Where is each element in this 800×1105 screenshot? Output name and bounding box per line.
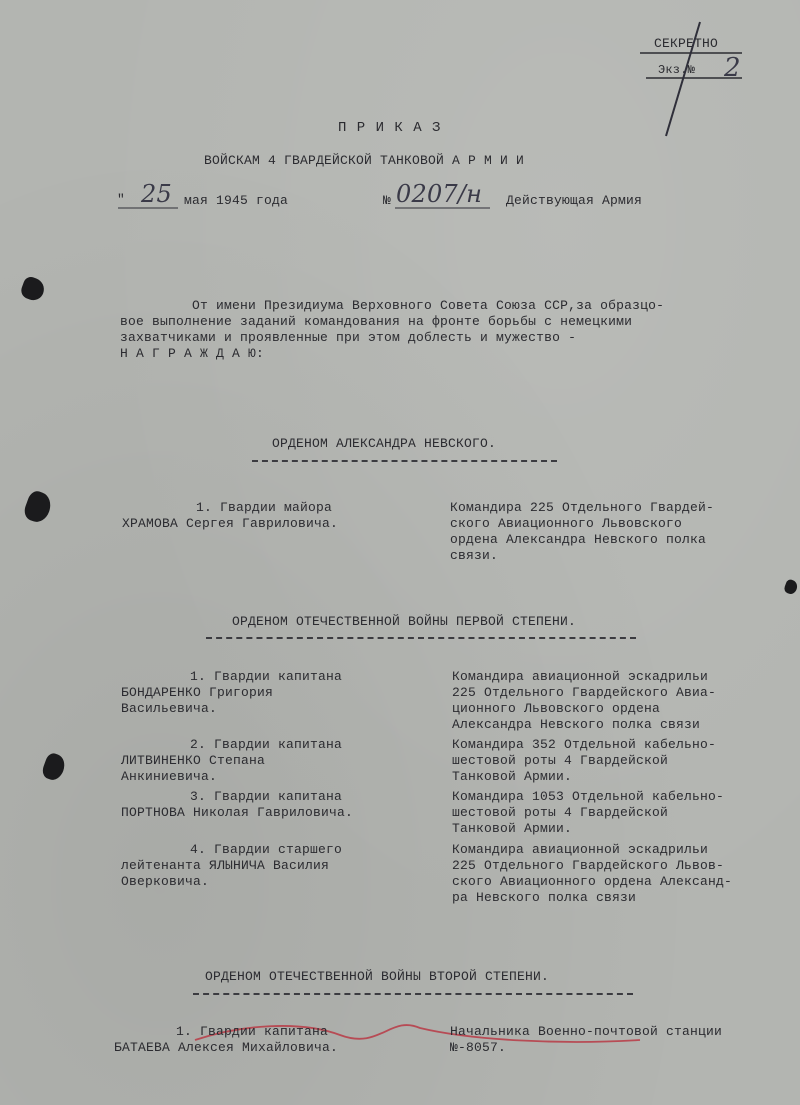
preamble-line-2: вое выполнение заданий командования на фронте борьбы с немецкими [120,314,633,329]
award-position-line: Начальника Военно-почтовой станции [450,1024,723,1039]
date-text: мая 1945 года [184,193,289,208]
award-position-line: ра Невского полка связи [452,890,637,905]
award-name-line: ПОРТНОВА Николая Гавриловича. [121,805,354,820]
award-position-line: ского Авиационного ордена Александ- [452,874,733,889]
award-position-line: связи. [450,548,499,563]
award-name-line: Оверковича. [121,874,210,889]
section-heading: ОРДЕНОМ ОТЕЧЕСТВЕННОЙ ВОЙНЫ ВТОРОЙ СТЕПЕНИ. [205,969,550,984]
award-position-line: 225 Отдельного Гвардейского Авиа- [452,685,717,700]
award-position-line: шестовой роты 4 Гвардейской [452,805,669,820]
preamble-line-3: захватчиками и проявленные при этом доблесть и мужество - [120,330,577,345]
date-quote: " [117,192,126,207]
award-position-line: Командира авиационной эскадрильи [452,669,709,684]
award-position-line: ционного Львовского ордена [452,701,661,716]
award-position-line: Александра Невского полка связи [452,717,701,732]
award-position-line: Танковой Армии. [452,821,573,836]
page-subtitle: ВОЙСКАМ 4 ГВАРДЕЙСКОЙ ТАНКОВОЙ А Р М И И [204,153,525,168]
award-name-line: 4. Гвардии старшего [190,842,343,857]
award-name-line: 1. Гвардии майора [196,500,333,515]
award-position-line: Танковой Армии. [452,769,573,784]
heading-underline [206,637,636,639]
award-name-line: Васильевича. [121,701,218,716]
section-heading: ОРДЕНОМ ОТЕЧЕСТВЕННОЙ ВОЙНЫ ПЕРВОЙ СТЕПЕНИ. [232,614,577,629]
preamble-line-1: От имени Президиума Верховного Совета Союза ССР,за образцо- [120,298,665,313]
copy-label: Экз.№ [658,63,696,77]
award-position-line: ордена Александра Невского полка [450,532,707,547]
date-day: 25 [141,180,172,208]
award-position-line: Командира 352 Отдельной кабельно- [452,737,717,752]
copy-number: 2 [724,53,741,83]
award-name-line: ХРАМОВА Сергея Гавриловича. [122,516,339,531]
award-name-line: 1. Гвардии капитана [190,669,343,684]
award-position-line: 225 Отдельного Гвардейского Львов- [452,858,725,873]
award-name-line: лейтенанта ЯЛЫНИЧА Василия [121,858,330,873]
award-position-line: №-8057. [450,1040,507,1055]
award-position-line: шестовой роты 4 Гвардейской [452,753,669,768]
award-position-line: ского Авиационного Львовского [450,516,683,531]
award-name-line: 1. Гвардии капитана [176,1024,329,1039]
secret-stamp: СЕКРЕТНО [654,36,719,51]
page-title: П Р И К А З [338,120,442,136]
place-label: Действующая Армия [506,193,643,208]
order-number: 0207/н [396,180,483,208]
award-name-line: БАТАЕВА Алексея Михайловича. [114,1040,339,1055]
section-heading: ОРДЕНОМ АЛЕКСАНДРА НЕВСКОГО. [272,436,497,451]
award-position-line: Командира авиационной эскадрильи [452,842,709,857]
heading-underline [252,460,557,462]
award-name-line: 2. Гвардии капитана [190,737,343,752]
preamble-line-4: Н А Г Р А Ж Д А Ю: [120,346,265,361]
award-name-line: 3. Гвардии капитана [190,789,343,804]
award-name-line: ЛИТВИНЕНКО Степана [121,753,266,768]
award-position-line: Командира 225 Отдельного Гвардей- [450,500,715,515]
award-name-line: БОНДАРЕНКО Григория [121,685,274,700]
order-number-label: № [383,193,392,208]
award-name-line: Анкиниевича. [121,769,218,784]
award-position-line: Командира 1053 Отдельной кабельно- [452,789,725,804]
heading-underline [193,993,633,995]
pencil-slash [666,22,700,136]
